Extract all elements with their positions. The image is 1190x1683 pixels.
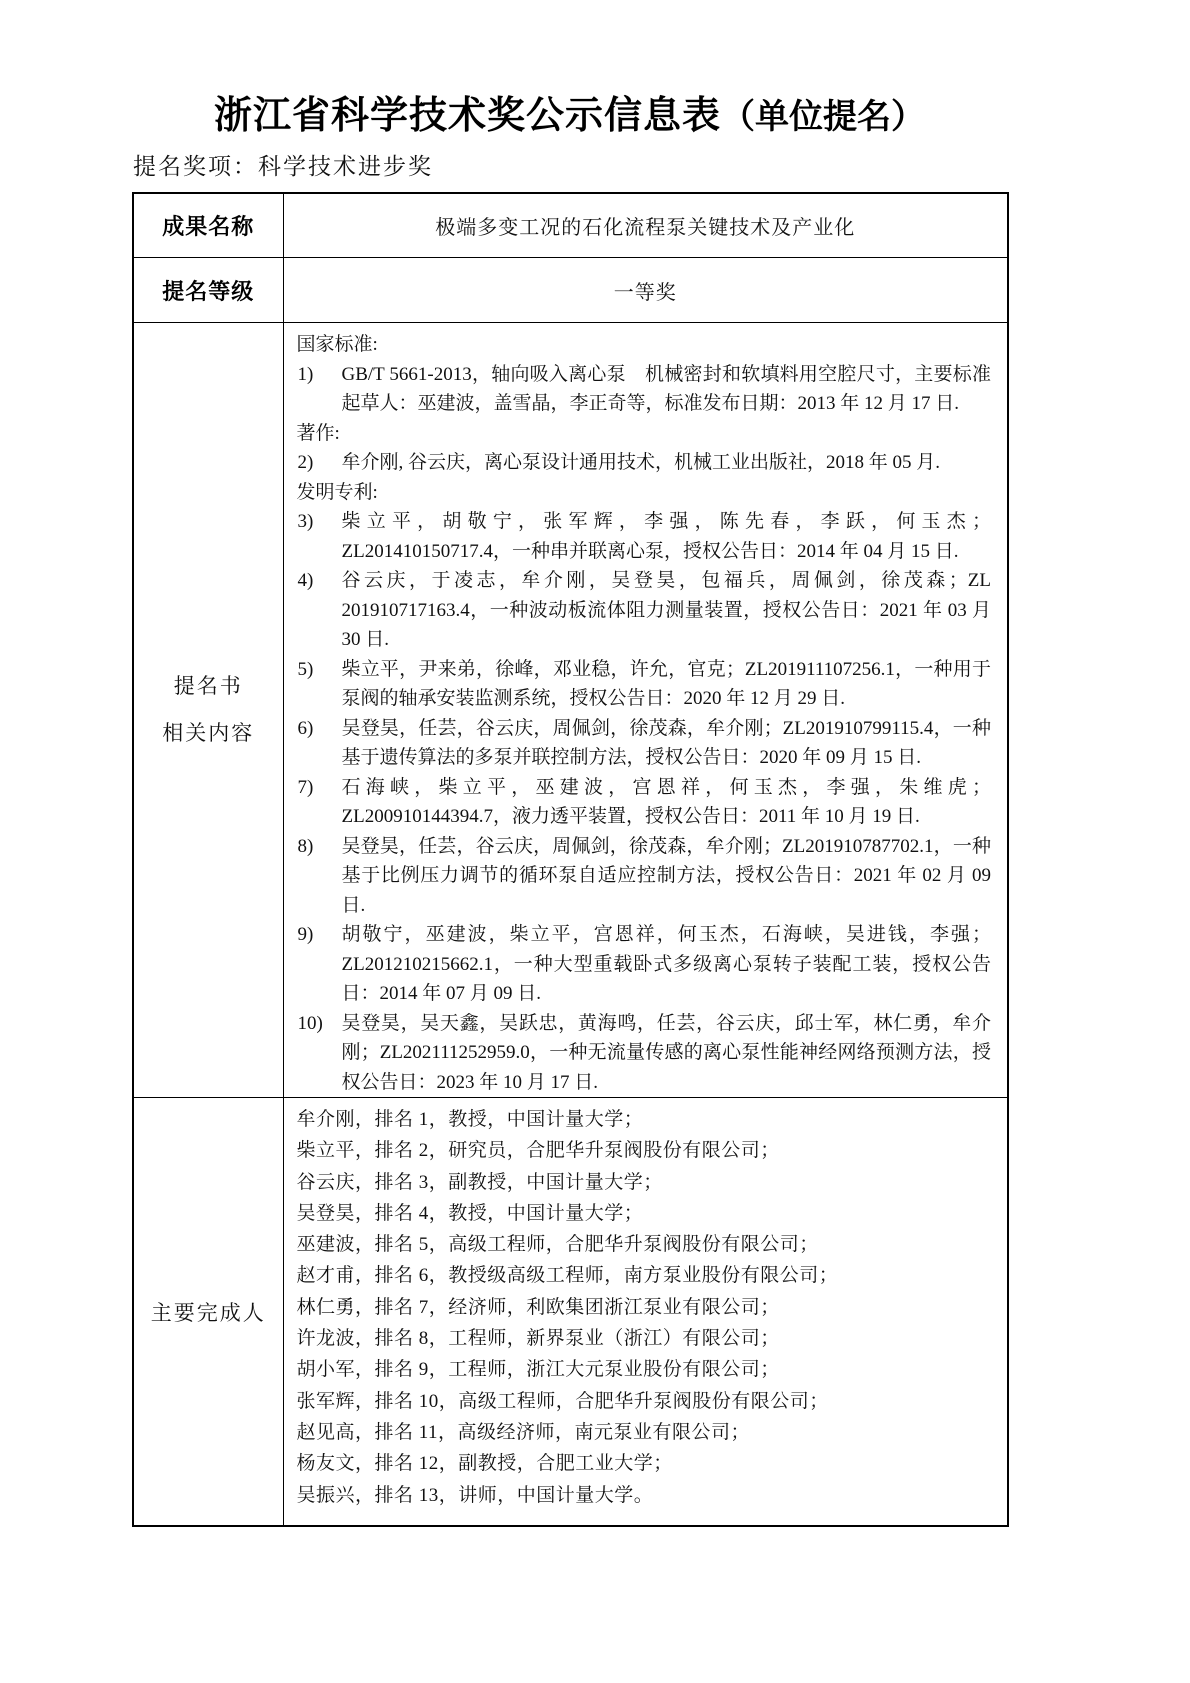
content-item [297, 448, 992, 478]
content-item [297, 360, 992, 419]
content-item [297, 507, 992, 566]
page-title-main: 浙江省科学技术奖公示信息表 [213, 93, 721, 137]
content-item-number: 9) [297, 924, 314, 945]
content-item-text: 谷云庆，于凌志，牟介刚，吴登昊，包福兵，周佩剑，徐茂森；ZL 201910717163.4，一种波动板流体阻力测量装置，授权公告日：2021 年 03 月 30 日. [341, 570, 991, 650]
person-entry: 柴立平，排名 2，研究员，合肥华升泵阀股份有限公司； [296, 1140, 780, 1162]
content-item [297, 419, 992, 449]
content-item-text: 吴登昊，任芸，谷云庆，周佩剑，徐茂森，牟介刚；ZL201910787702.1，一种基于比例压力调节的循环泵自适应控制方法，授权公告日：2021 年 02 月 09 日. [341, 835, 991, 916]
content-item [297, 1009, 992, 1098]
nomination-grade-label: 提名等级 [133, 258, 283, 323]
content-item-number: 10) [297, 1012, 323, 1034]
content-item-number: 2) [297, 452, 314, 473]
content-item [297, 920, 992, 1009]
content-item-text: 吴登昊，吴天鑫，吴跃忠，黄海鸣，任芸，谷云庆，邱士军，林仁勇，牟介刚；ZL202111252959.0，一种无流量传感的离心泵性能神经网络预测方法，授权公告日：2023 年 10 月 17 日. [341, 1012, 991, 1093]
achievement-name-value: 极端多变工况的石化流程泵关键技术及产业化 [283, 193, 1008, 258]
person-entry: 吴振兴，排名 13，讲师，中国计量大学。 [296, 1484, 654, 1506]
nomination-book-label [133, 323, 283, 1098]
content-item-text: 发明专利: [296, 481, 378, 503]
row-nomination-book-content [133, 323, 1008, 1098]
nominated-award-line [133, 148, 433, 181]
info-table [132, 192, 1009, 1527]
content-item-text: GB/T 5661-2013，轴向吸入离心泵 机械密封和软填料用空腔尺寸，主要标准起草人：巫建波，盖雪晶，李正奇等，标准发布日期：2013 年 12 月 17 日. [341, 363, 991, 414]
person-entry: 牟介刚，排名 1，教授，中国计量大学； [296, 1109, 644, 1130]
content-item [297, 714, 992, 773]
person-entry: 张军辉，排名 10，高级工程师，合肥华升泵阀股份有限公司； [296, 1390, 829, 1412]
content-item-number: 5) [297, 658, 314, 680]
main-completers-list [283, 1098, 1008, 1527]
award-label: 提名奖项： [133, 154, 258, 179]
award-value: 科学技术进步奖 [258, 154, 433, 179]
person-entry: 吴登昊，排名 4，教授，中国计量大学； [296, 1202, 644, 1224]
person-entry: 巫建波，排名 5，高级工程师，合肥华升泵阀股份有限公司； [296, 1234, 819, 1256]
row-main-completers [133, 1098, 1008, 1527]
content-item [297, 478, 992, 508]
content-item-text: 胡敬宁，巫建波，柴立平，宫恩祥，何玉杰，石海峡，吴进钱，李强；ZL201210215662.1，一种大型重载卧式多级离心泵转子装配工装，授权公告日：2014 年 07 月 09 日. [341, 924, 991, 1004]
content-item-text: 柴立平，尹来弟，徐峰，邓业稳，许允，官克；ZL201911107256.1，一种用于泵阀的轴承安装监测系统，授权公告日：2020 年 12 月 29 日. [341, 658, 991, 709]
page-title-suffix: （单位提名） [721, 99, 925, 136]
content-item-text: 国家标准: [296, 334, 378, 355]
content-item [297, 773, 992, 832]
content-item-number: 6) [297, 717, 314, 739]
person-entry: 许龙波，排名 8，工程师，新界泵业（浙江）有限公司； [296, 1328, 780, 1350]
person-entry: 赵见高，排名 11，高级经济师，南元泵业有限公司； [296, 1421, 751, 1443]
achievement-name-label: 成果名称 [133, 193, 283, 258]
content-item [297, 330, 992, 360]
person-entry: 杨友文，排名 12，副教授，合肥工业大学； [296, 1453, 673, 1475]
content-item-number: 7) [297, 776, 314, 798]
content-item [297, 832, 992, 921]
person-entry: 谷云庆，排名 3，副教授，中国计量大学； [296, 1171, 663, 1193]
content-item-number: 3) [297, 511, 314, 532]
person-entry: 林仁勇，排名 7，经济师，利欧集团浙江泵业有限公司； [296, 1296, 780, 1318]
nomination-book-label-line1: 提名书 [173, 674, 243, 698]
content-item-number: 1) [297, 363, 314, 385]
content-item-text: 石海峡，柴立平，巫建波，宫恩祥，何玉杰，李强，朱维虎；ZL200910144394.7，液力透平装置，授权公告日：2011 年 10 月 19 日. [341, 776, 991, 827]
content-item [297, 566, 992, 655]
content-item-text: 柴立平，胡敬宁，张军辉，李强，陈先春，李跃，何玉杰；ZL201410150717.4，一种串并联离心泵，授权公告日：2014 年 04 月 15 日. [341, 511, 991, 562]
page-title [132, 84, 1007, 139]
content-item-text: 牟介刚, 谷云庆，离心泵设计通用技术，机械工业出版社，2018 年 05 月. [341, 452, 941, 473]
content-item-text: 吴登昊，任芸，谷云庆，周佩剑，徐茂森，牟介刚；ZL201910799115.4，一种基于遗传算法的多泵并联控制方法，授权公告日：2020 年 09 月 15 日. [341, 717, 991, 768]
person-entry: 胡小军，排名 9，工程师，浙江大元泵业股份有限公司； [296, 1359, 780, 1381]
content-item-number: 8) [297, 835, 314, 857]
main-completers-label: 主要完成人 [133, 1098, 283, 1527]
row-achievement-name [133, 193, 1008, 258]
content-item [297, 655, 992, 714]
person-entry: 赵才甫，排名 6，教授级高级工程师，南方泵业股份有限公司； [296, 1265, 839, 1287]
nomination-grade-value: 一等奖 [283, 258, 1008, 323]
nomination-book-content [283, 323, 1008, 1098]
nomination-book-label-line2: 相关内容 [162, 721, 255, 745]
content-item-number: 4) [297, 570, 314, 591]
row-nomination-grade [133, 258, 1008, 323]
content-item-text: 著作: [296, 422, 340, 444]
